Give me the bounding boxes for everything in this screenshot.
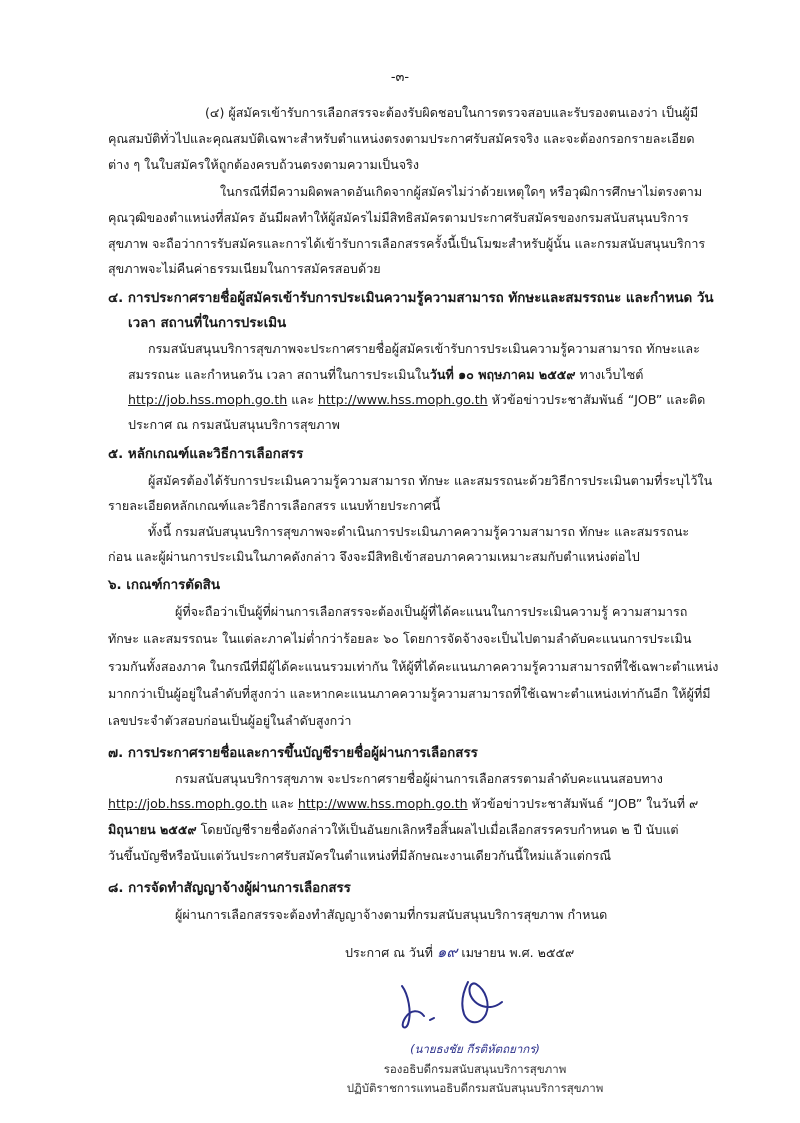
section-5-title: ๕. หลักเกณฑ์และวิธีการเลือกสรร	[108, 447, 304, 462]
s8-line-1: ผู้ผ่านการเลือกสรรจะต้องทำสัญญาจ้างตามที่กรมสนับสนุนบริการสุขภาพ กำหนด	[175, 907, 608, 922]
s7-line-4: วันขึ้นบัญชีหรือนับแต่วันประกาศรับสมัครในตำแหน่งที่มีลักษณะงานเดียวกันนี้ใหม่แล้วแต่กรณี	[108, 848, 612, 863]
announce-day: ๑๙	[436, 943, 458, 961]
case-line-4: สุขภาพจะไม่คืนค่าธรรมเนียมในการสมัครสอบด้วย	[108, 261, 381, 276]
signatory-name: (นายธงชัย กีรติหัตถยากร)	[410, 1042, 540, 1056]
s4-line-4: ประกาศ ณ กรมสนับสนุนบริการสุขภาพ	[128, 417, 340, 432]
announce-date	[345, 943, 574, 962]
s4-line-3-mid: และ	[287, 392, 318, 407]
s5-line-4: ก่อน และผู้ผ่านการประเมินในภาคดังกล่าว จึงจะมีสิทธิเข้าสอบภาคความเหมาะสมกับตำแหน่งต่อไป	[108, 549, 640, 564]
s4-line-2-a: สมรรถนะ และกำหนดวัน เวลา สถานที่ในการประเมินใน	[128, 367, 430, 382]
s6-line-2: ทักษะ และสมรรถนะ ในแต่ละภาคไม่ต่ำกว่าร้อยละ ๖๐ โดยการจัดจ้างจะเป็นไปตามลำดับคะแนนการประเมิน	[108, 631, 692, 646]
p4-line-3: ต่าง ๆ ในใบสมัครให้ถูกต้องครบถ้วนตรงตามความเป็นจริง	[108, 157, 420, 172]
signature-scribble	[390, 972, 540, 1042]
s7-line-3-b: โดยบัญชีรายชื่อดังกล่าวให้เป็นอันยกเลิกหรือสิ้นผลไปเมื่อเลือกสรรครบกำหนด ๒ ปี นับแต่	[196, 822, 679, 837]
section-7-title: ๗. การประกาศรายชื่อและการขึ้นบัญชีรายชื่อผู้ผ่านการเลือกสรร	[108, 746, 478, 761]
s5-line-3: ทั้งนี้ กรมสนับสนุนบริการสุขภาพจะดำเนินการประเมินภาคความรู้ความสามารถ ทักษะ และสมรรถนะ	[148, 524, 690, 539]
job-site-link[interactable]: http://job.hss.moph.go.th	[108, 796, 268, 811]
p4-line-1: (๔) ผู้สมัครเข้ารับการเลือกสรรจะต้องรับผิดชอบในการตรวจสอบและรับรองตนเองว่า เป็นผู้มี	[205, 105, 699, 120]
section-8-title: ๘. การจัดทำสัญญาจ้างผู้ผ่านการเลือกสรร	[108, 881, 351, 896]
s4-line-1: กรมสนับสนุนบริการสุขภาพจะประกาศรายชื่อผู้สมัครเข้ารับการประเมินความรู้ความสามารถ ทักษะและ	[148, 341, 700, 356]
announce-suffix: เมษายน พ.ศ. ๒๕๕๙	[457, 945, 575, 960]
p4-line-2: คุณสมบัติทั่วไปและคุณสมบัติเฉพาะสำหรับตำแหน่งตรงตามประกาศรับสมัครจริง และจะต้องกรอกรายละเอียด	[108, 131, 695, 146]
s7-date: มิถุนายน ๒๕๕๙	[108, 822, 197, 837]
s4-line-2-c: ทางเว็บไซต์	[575, 367, 644, 382]
case-line-3: สุขภาพ จะถือว่าการรับสมัครและการได้เข้ารับการเลือกสรรครั้งนี้เป็นโมฆะสำหรับผู้นั้น และกรมสนับสนุนบริการ	[108, 236, 706, 251]
case-line-1: ในกรณีที่มีความผิดพลาดอันเกิดจากผู้สมัครไม่ว่าด้วยเหตุใดๆ หรือวุฒิการศึกษาไม่ตรงตาม	[220, 184, 703, 199]
s7-line-2-mid: และ	[267, 796, 298, 811]
s7-line-3	[108, 821, 679, 839]
s6-line-5: เลขประจำตัวสอบก่อนเป็นผู้อยู่ในลำดับสูงกว่า	[108, 713, 352, 728]
s7-line-2	[108, 795, 698, 813]
hss-site-link[interactable]: http://www.hss.moph.go.th	[317, 392, 488, 407]
page-number: -๓-	[390, 70, 410, 85]
s6-line-1: ผู้ที่จะถือว่าเป็นผู้ที่ผ่านการเลือกสรรจะต้องเป็นผู้ที่ได้คะแนนในการประเมินความรู้ ความสามารถ	[175, 604, 688, 619]
announce-prefix: ประกาศ ณ วันที่	[345, 945, 437, 960]
s6-line-4: มากกว่าเป็นผู้อยู่ในลำดับที่สูงกว่า และหากคะแนนภาคความรู้ความสามารถที่ใช้เฉพาะตำแหน่งเท่ากันอีก ให้ผู้ที่มี	[108, 686, 711, 701]
case-line-2: คุณวุฒิของตำแหน่งที่สมัคร อันมีผลทำให้ผู้สมัครไม่มีสิทธิสมัครตามประกาศรับสมัครของกรมสนับสนุนบริการ	[108, 210, 689, 225]
s5-line-1: ผู้สมัครต้องได้รับการประเมินความรู้ความสามารถ ทักษะ และสมรรถนะด้วยวิธีการประเมินตามที่ระบุไว้ใน	[148, 473, 713, 488]
s5-line-2: รายละเอียดหลักเกณฑ์และวิธีการเลือกสรร แนบท้ายประกาศนี้	[108, 498, 441, 513]
s4-line-3	[128, 391, 705, 409]
s4-line-3-end: หัวข้อข่าวประชาสัมพันธ์ “JOB” และติด	[487, 392, 706, 407]
s4-line-2	[128, 366, 643, 384]
s4-date: วันที่ ๑๐ พฤษภาคม ๒๕๕๙	[429, 367, 576, 382]
signatory-position-2: ปฏิบัติราชการแทนอธิบดีกรมสนับสนุนบริการสุขภาพ	[346, 1081, 604, 1095]
s7-line-1: กรมสนับสนุนบริการสุขภาพ จะประกาศรายชื่อผู้ผ่านการเลือกสรรตามลำดับคะแนนสอบทาง	[175, 771, 663, 786]
section-4-title-cont: เวลา สถานที่ในการประเมิน	[128, 316, 287, 331]
job-site-link[interactable]: http://job.hss.moph.go.th	[128, 392, 288, 407]
hss-site-link[interactable]: http://www.hss.moph.go.th	[297, 796, 468, 811]
signatory-position-1: รองอธิบดีกรมสนับสนุนบริการสุขภาพ	[383, 1062, 567, 1076]
s7-line-2-end: หัวข้อข่าวประชาสัมพันธ์ “JOB” ในวันที่ ๙	[467, 796, 699, 811]
s6-line-3: รวมกันทั้งสองภาค ในกรณีที่มีผู้ได้คะแนนรวมเท่ากัน ให้ผู้ที่ได้คะแนนภาคความรู้ความสามารถที่ใช้เฉพาะตำแหน่ง	[108, 659, 719, 674]
section-4-title: ๔. การประกาศรายชื่อผู้สมัครเข้ารับการประเมินความรู้ความสามารถ ทักษะและสมรรถนะ และกำหนด วัน	[108, 291, 714, 306]
section-6-title: ๖. เกณฑ์การตัดสิน	[108, 578, 221, 593]
